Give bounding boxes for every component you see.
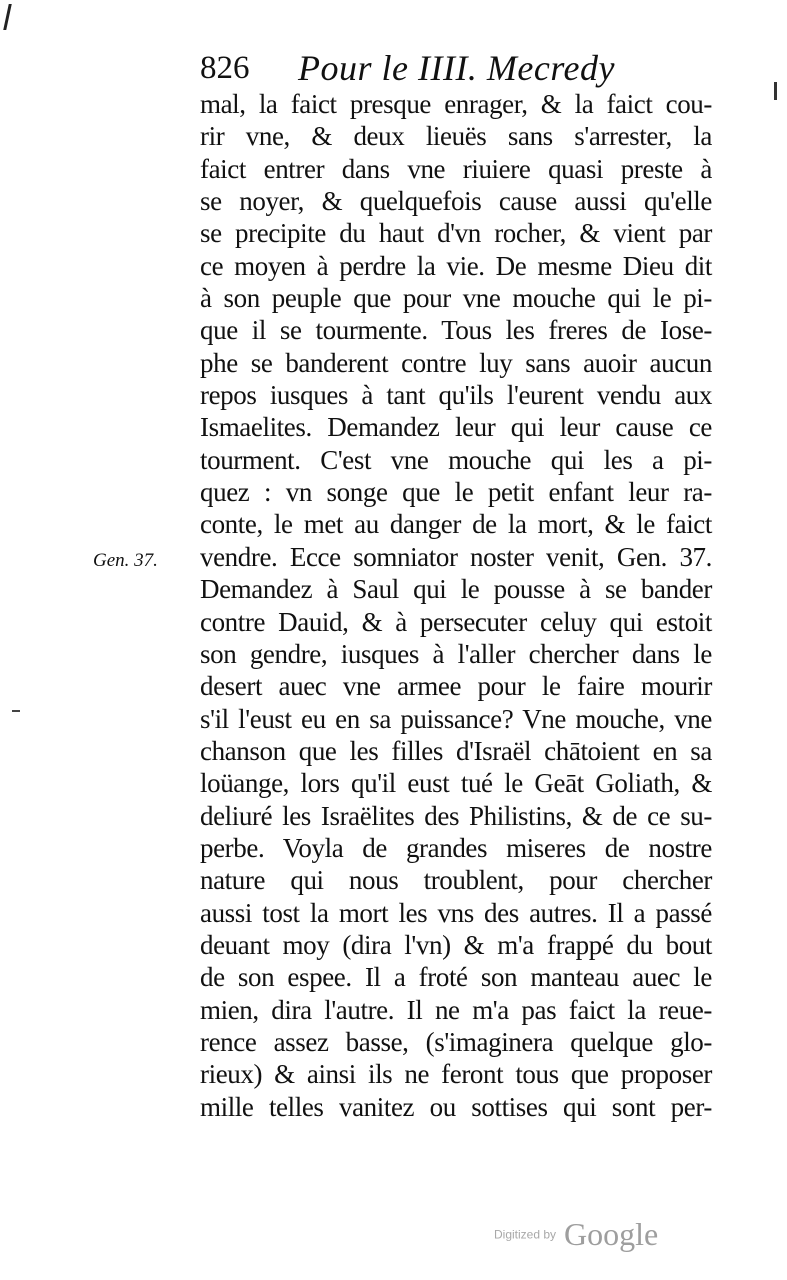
text-line: quez : vn songe que le petit enfant leur ra-	[200, 477, 712, 508]
text-line: loüange, lors qu'il eust tué le Geāt Goliath, &	[200, 768, 712, 799]
running-head	[200, 44, 660, 92]
text-line: conte, le met au danger de la mort, & le faict	[200, 509, 712, 540]
text-line: se precipite du haut d'vn rocher, & vient par	[200, 218, 712, 249]
text-line: se noyer, & quelquefois cause aussi qu'elle	[200, 186, 712, 217]
text-line: à son peuple que pour vne mouche qui le pi-	[200, 283, 712, 314]
margin-mark-right	[774, 82, 777, 100]
body-text	[200, 88, 712, 1123]
watermark-brand: Google	[564, 1216, 659, 1252]
text-line: que il se tourmente. Tous les freres de Iose-	[200, 315, 712, 346]
text-line: rieux) & ainsi ils ne feront tous que proposer	[200, 1059, 712, 1090]
text-line: faict entrer dans vne riuiere quasi preste à	[200, 153, 712, 184]
margin-mark-left	[12, 710, 20, 712]
text-line: rir vne, & deux lieuës sans s'arrester, la	[200, 121, 712, 152]
digitized-by-google-watermark	[494, 1216, 658, 1256]
text-line: mien, dira l'autre. Il ne m'a pas faict la reue-	[200, 994, 712, 1025]
running-title: Pour le IIII. Mecredy	[298, 48, 616, 88]
text-line: contre Dauid, & à persecuter celuy qui estoit	[200, 606, 712, 637]
text-line: son gendre, iusques à l'aller chercher dans le	[200, 638, 712, 669]
text-line: repos iusques à tant qu'ils l'eurent vendu aux	[200, 380, 712, 411]
text-line: mille telles vanitez ou sottises qui sont per-	[200, 1091, 712, 1122]
margin-note: Gen. 37.	[93, 550, 158, 571]
text-line: deuant moy (dira l'vn) & m'a frappé du bout	[200, 929, 712, 960]
text-line: aussi tost la mort les vns des autres. Il a passé	[200, 897, 712, 928]
text-line: deliuré les Israëlites des Philistins, & de ce su-	[200, 800, 712, 831]
text-line: de son espee. Il a froté son manteau auec le	[200, 962, 712, 993]
text-line: Demandez à Saul qui le pousse à se bander	[200, 574, 712, 605]
text-line: perbe. Voyla de grandes miseres de nostre	[200, 832, 712, 863]
page-number: 826	[200, 50, 250, 86]
corner-mark	[3, 4, 12, 30]
text-line: nature qui nous troublent, pour chercher	[200, 865, 712, 896]
text-line: s'il l'eust eu en sa puissance? Vne mouche, vne	[200, 703, 712, 734]
text-line: rence assez basse, (s'imaginera quelque glo-	[200, 1026, 712, 1057]
text-line: mal, la faict presque enrager, & la faict cou-	[200, 89, 712, 119]
text-line: tourment. C'est vne mouche qui les a pi-	[200, 444, 712, 475]
watermark-prefix: Digitized by	[494, 1227, 557, 1242]
text-line: ce moyen à perdre la vie. De mesme Dieu dit	[200, 250, 712, 281]
text-line: phe se banderent contre luy sans auoir aucun	[200, 347, 712, 378]
text-line: desert auec vne armee pour le faire mourir	[200, 671, 712, 702]
text-line: Ismaelites. Demandez leur qui leur cause ce	[200, 412, 712, 443]
text-line: chanson que les filles d'Israël chātoient en sa	[200, 735, 712, 766]
text-line: vendre. Ecce somniator noster venit, Gen. 37.	[200, 541, 712, 572]
